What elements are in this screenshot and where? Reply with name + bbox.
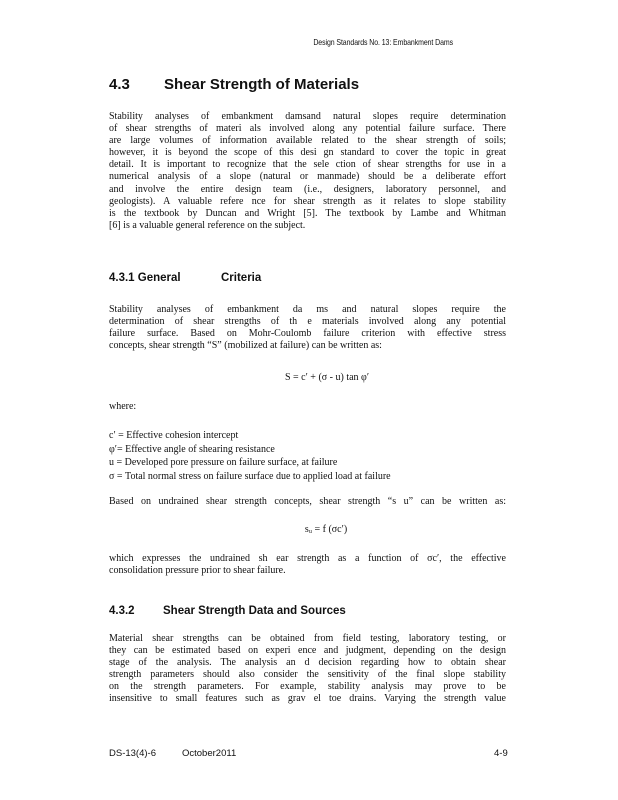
undrained-explanation	[109, 553, 506, 577]
paragraph-line: consolidation pressure prior to shear failure.	[109, 565, 286, 577]
paragraph-line: Material shear strengths can be obtained from field testing, laboratory testing, or	[109, 633, 506, 644]
paragraph-line: however, it is beyond the scope of this desi gn standard to cover the topic in great	[109, 147, 506, 159]
undrained-equation	[0, 524, 618, 535]
equation-text: sᵤ = f (σc′)	[304, 524, 348, 535]
subsection-number: 4.3.2	[109, 605, 135, 617]
subsection-heading-data-sources	[109, 605, 346, 617]
paragraph-line: which expresses the undrained sh ear strength as a function of σc′, the effective	[109, 553, 506, 564]
footer-page-number: 4-9	[494, 748, 508, 759]
paragraph-line: on the strength parameters. For example, stability analysis may prove to be	[109, 681, 506, 693]
definition-item: u = Developed pore pressure on failure surface, at failure	[109, 457, 338, 468]
footer-date: October2011	[182, 748, 237, 759]
general-criteria-paragraph	[109, 304, 506, 352]
paragraph-line: is the textbook by Duncan and Wright [5]. The textbook by Lambe and Whitman	[109, 207, 506, 219]
equation-text: S = c′ + (σ - u) tan φ′	[284, 372, 370, 383]
footer-doc-id: DS-13(4)-6	[109, 748, 156, 759]
section-title: Shear Strength of Materials	[164, 76, 360, 93]
subsection-heading-general-criteria	[109, 272, 261, 284]
paragraph-line: of shear strengths of materi als involved along any potential failure surface. There	[109, 123, 506, 135]
definition-item: c′ = Effective cohesion intercept	[109, 430, 239, 441]
paragraph-line: strength parameters should also consider the sensitivity of the final slope stability	[109, 669, 506, 681]
subsection-title: Shear Strength Data and Sources	[163, 605, 346, 617]
paragraph-line: they can be estimated based on experi ence and judgment, depending on the design	[109, 645, 506, 657]
paragraph-line: numerical analysis of a slope (natural or manmade) should be a deliberate effort	[109, 171, 506, 183]
paragraph-line: Stability analyses of embankment da ms and natural slopes require the	[109, 304, 506, 315]
where-label: where:	[109, 401, 137, 412]
paragraph-line: and involve the entire design team (i.e., designers, laboratory personnel, and	[109, 183, 506, 195]
paragraph-line: determination of shear strengths of th e materials involved along any potential	[109, 316, 506, 328]
section-number: 4.3	[109, 76, 130, 93]
paragraph-line: Stability analyses of embankment damsand natural slopes require determination	[109, 111, 506, 122]
paragraph-line: [6] is a valuable general reference on the subject.	[109, 219, 306, 231]
paragraph-line: detail. It is important to recognize that the sele ction of shear strengths for use in a	[109, 159, 506, 171]
undrained-sentence: Based on undrained shear strength concepts, shear strength “s u” can be written as:	[109, 496, 506, 507]
definition-item: φ′= Effective angle of shearing resistance	[109, 443, 275, 455]
mohr-coulomb-equation	[0, 372, 618, 383]
paragraph-line: geologists). A valuable refere nce for shear strength as it relates to slope stability	[109, 195, 506, 207]
running-header-text: Design Standards No. 13: Embankment Dams	[313, 37, 453, 47]
variable-definitions	[109, 429, 391, 483]
paragraph-line: concepts, shear strength “S” (mobilized at failure) can be written as:	[109, 340, 382, 352]
paragraph-line: insensitive to small features such as grav el toe drains. Varying the strength value	[109, 693, 506, 705]
definition-item: σ = Total normal stress on failure surface due to applied load at failure	[109, 470, 391, 482]
paragraph-line: failure surface. Based on Mohr-Coulomb failure criterion with effective stress	[109, 328, 506, 340]
section-heading	[109, 76, 359, 93]
data-sources-paragraph	[109, 633, 506, 706]
subsection-title: Criteria	[221, 272, 262, 284]
paragraph-line: are large volumes of information available related to the shear strength of soils;	[109, 135, 506, 147]
running-header	[0, 37, 618, 47]
section-intro-paragraph	[109, 111, 506, 232]
subsection-number: 4.3.1 General	[109, 272, 181, 284]
paragraph-line: stage of the analysis. The analysis an d decision regarding how to obtain shear	[109, 657, 506, 669]
